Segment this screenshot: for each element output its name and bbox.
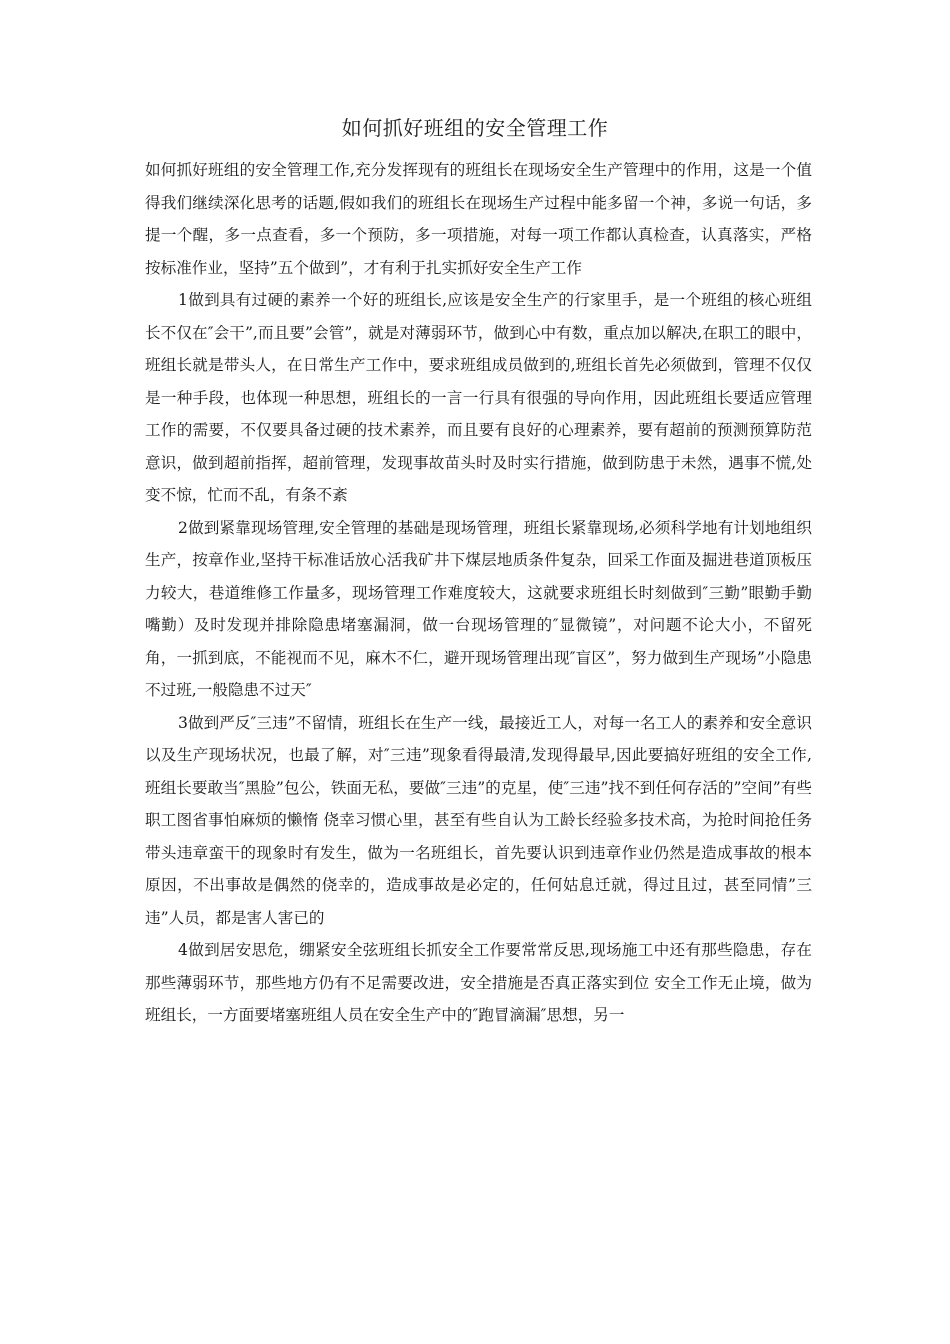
paragraph-2: 2做到紧靠现场管理,安全管理的基础是现场管理，班组长紧靠现场,必须科学地有计划地组织生产，按章作业,坚持干标准话放心活我矿井下煤层地质条件复杂，回采工作面及掘进巷道顶板压力较大，巷道维修工作量多，现场管理工作难度较大，这就要求班组长时刻做到″三勤”眼勤手勤嘴勤）及时发现并排除隐患堵塞漏洞，做一台现场管理的″显微镜”，对问题不论大小，不留死角，一抓到底，不能视而不见，麻木不仁，避开现场管理出现″盲区”，努力做到生产现场”小隐患不过班,一般隐患不过天″ (145, 518, 812, 699)
paragraph-1: 1做到具有过硬的素养一个好的班组长,应该是安全生产的行家里手，是一个班组的核心班组长不仅在″会干”,而且要”会管”，就是对薄弱环节，做到心中有数，重点加以解决,在职工的眼中，班组长就是带头人，在日常生产工作中，要求班组成员做到的,班组长首先必须做到，管理不仅仅是一种手段，也体现一种思想，班组长的一言一行具有很强的导向作用，因此班组长要适应管理工作的需要，不仅要具备过硬的技术素养，而且要有良好的心理素养，要有超前的预测预算防范意识，做到超前指挥，超前管理，发现事故苗头时及时实行措施，做到防患于未然，遇事不慌,处变不惊，忙而不乱，有条不紊 (145, 291, 812, 504)
paragraph-intro: 如何抓好班组的安全管理工作,充分发挥现有的班组长在现场安全生产管理中的作用，这是一个值得我们继续深化思考的话题,假如我们的班组长在现场生产过程中能多留一个神，多说一句话，多提一个醒，多一点查看，多一个预防，多一项措施，对每一项工作都认真检查，认真落实，严格按标准作业，坚持”五个做到”，才有利于扎实抓好安全生产工作 (145, 161, 812, 277)
document-body (145, 154, 812, 1032)
paragraph-4: 4做到居安思危，绷紧安全弦班组长抓安全工作要常常反思,现场施工中还有那些隐患，存在那些薄弱环节，那些地方仍有不足需要改进，安全措施是否真正落实到位 安全工作无止境，做为班组长，一方面要堵塞班组人员在安全生产中的″跑冒滴漏″思想，另一 (145, 941, 812, 1024)
paragraph-3: 3做到严反″三违”不留情，班组长在生产一线，最接近工人，对每一名工人的素养和安全意识以及生产现场状况，也最了解，对″三违”现象看得最清,发现得最早,因此要搞好班组的安全工作,班组长要敢当″黑脸”包公，铁面无私，要做″三违”的克星，使″三违”找不到任何存活的”空间”有些职工图省事怕麻烦的懒惰 侥幸习惯心里，甚至有些自认为工龄长经验多技术高，为抢时间抢任务带头违章蛮干的现象时有发生，做为一名班组长，首先要认识到违章作业仍然是造成事故的根本原因，不出事故是偶然的侥幸的，造成事故是必定的，任何姑息迁就，得过且过，甚至同情”三违”人员，都是害人害已的 (145, 713, 812, 927)
document-title: 如何抓好班组的安全管理工作 (341, 116, 609, 140)
